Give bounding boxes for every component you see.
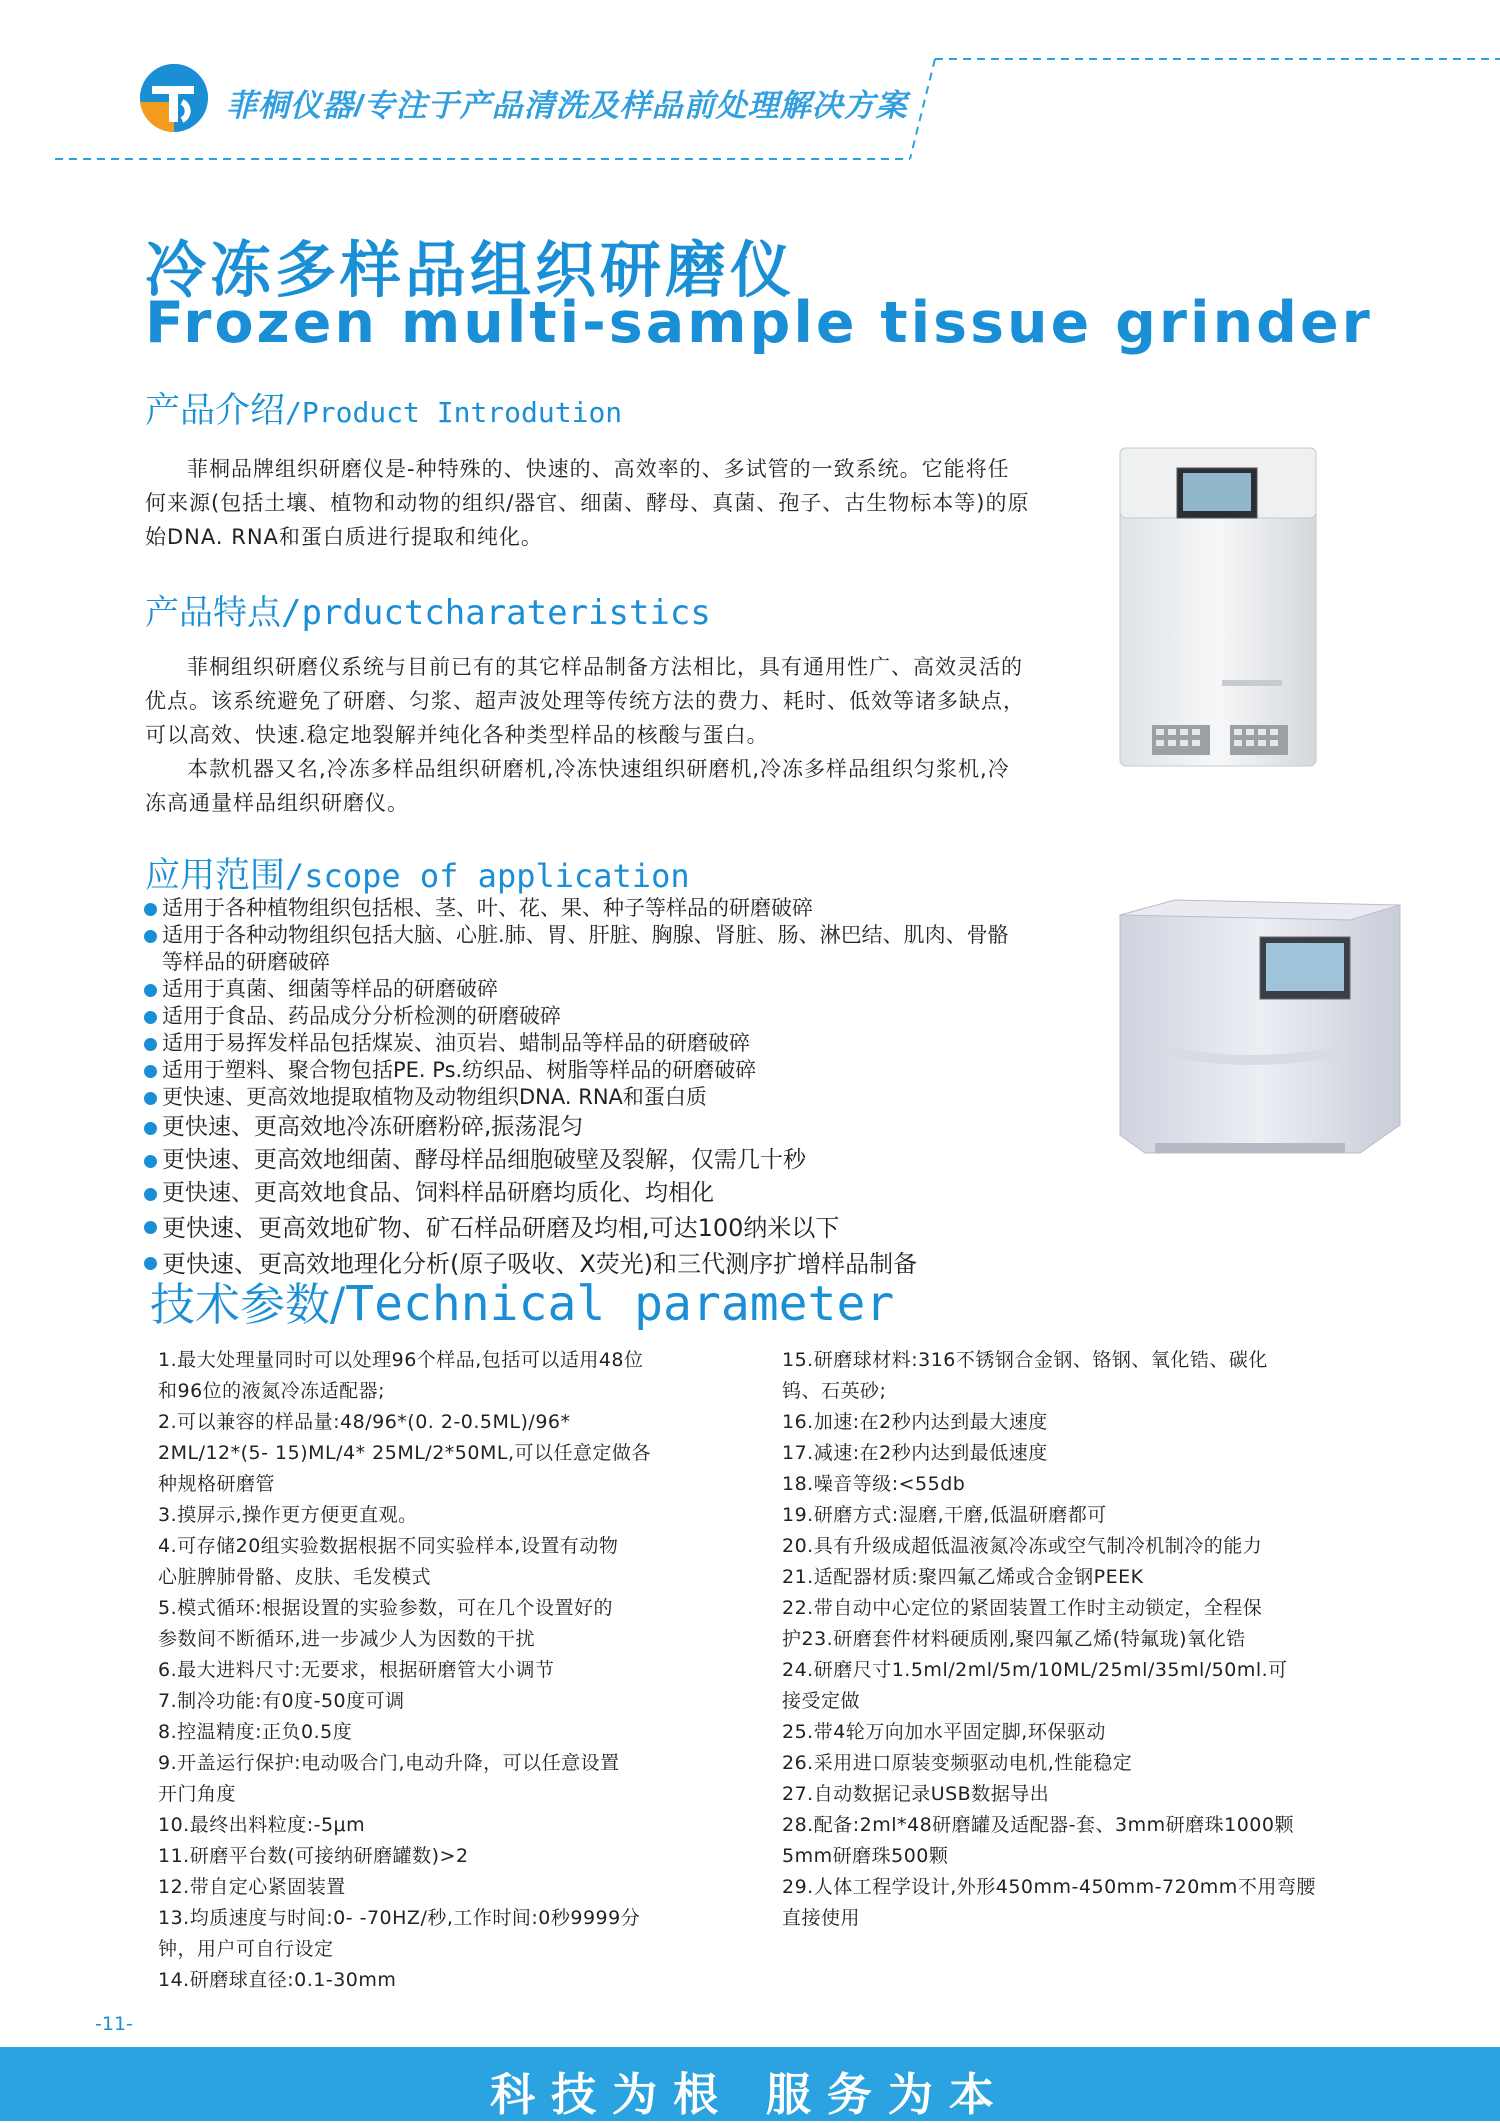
intro-text: 菲桐品牌组织研磨仪是-种特殊的、快速的、高效率的、多试管的一致系统。它能将任何来源(包括土壤、植物和动物的组织/器官、细菌、酵母、真菌、孢子、古生物标本等)的原始DNA. RNA和蛋白质进行提取和纯化。: [145, 457, 1030, 549]
param-line: 9.开盖运行保护:电动吸合门,电动升降，可以任意设置: [158, 1752, 620, 1774]
param-line: 1.最大处理量同时可以处理96个样品,包括可以适用48位: [158, 1349, 644, 1371]
param-line: 参数间不断循环,进一步减少人为因数的干扰: [158, 1628, 536, 1650]
scope-heading-en: /scope of application: [285, 857, 690, 895]
param-line: 5mm研磨珠500颗: [782, 1845, 949, 1867]
param-line: 12.带自定心紧固装置: [158, 1876, 346, 1898]
features-heading-text: 产品特点/prductcharateristics: [145, 593, 711, 633]
param-line: 3.摸屏示,操作更方便更直观。: [158, 1504, 418, 1526]
param-line: 22.带自动中心定位的紧固装置工作时主动锁定，全程保: [782, 1597, 1263, 1619]
tech-params-left: [158, 1345, 778, 1996]
tech-heading-en: Technical parameter: [345, 1276, 895, 1332]
param-line: 28.配备:2ml*48研磨罐及适配器-套、3mm研磨珠1000颗: [782, 1814, 1294, 1836]
scope-heading: [145, 848, 690, 898]
param-line: 14.研磨球直径:0.1-30mm: [158, 1969, 397, 1991]
brand-slogan: 菲桐仪器/专注于产品清洗及样品前处理解决方案: [226, 88, 908, 123]
page-number: -11-: [95, 2013, 133, 2035]
param-line: 16.加速:在2秒内达到最大速度: [782, 1411, 1048, 1433]
list-item: 适用于塑料、聚合物包括PE. Ps.纺织品、树脂等样品的研磨破碎: [142, 1057, 1042, 1084]
param-line: 19.研磨方式:湿磨,干磨,低温研磨都可: [782, 1504, 1107, 1526]
param-line: 2.可以兼容的样品量:48/96*(0. 2-0.5ML)/96*: [158, 1411, 571, 1433]
param-line: 25.带4轮万向加水平固定脚,环保驱动: [782, 1721, 1106, 1743]
param-line: 21.适配器材质:聚四氟乙烯或合金钢PEEK: [782, 1566, 1144, 1588]
intro-heading-cn: 产品介绍: [145, 391, 286, 431]
param-line: 27.自动数据记录USB数据导出: [782, 1783, 1050, 1805]
list-item: 更快速、更高效地矿物、矿石样品研磨及均相,可达100纳米以下: [142, 1210, 1042, 1246]
param-line: 5.模式循环:根据设置的实验参数，可在几个设置好的: [158, 1597, 614, 1619]
features-text-2: 本款机器又名,冷冻多样品组织研磨机,冷冻快速组织研磨机,冷冻多样品组织匀浆机,冷冻高通量样品组织研磨仪。: [145, 757, 1010, 815]
param-line: 7.制冷功能:有0度-50度可调: [158, 1690, 405, 1712]
param-line: 11.研磨平台数(可接纳研磨罐数)>2: [158, 1845, 469, 1867]
param-line: 心脏脾肺骨骼、皮肤、毛发模式: [158, 1566, 432, 1588]
param-line: 4.可存储20组实验数据根据不同实验样本,设置有动物: [158, 1535, 619, 1557]
tech-heading: [150, 1268, 894, 1333]
param-line: 26.采用进口原装变频驱动电机,性能稳定: [782, 1752, 1133, 1774]
list-item: 适用于真菌、细菌等样品的研磨破碎: [142, 976, 1042, 1003]
list-item: 适用于各种植物组织包括根、茎、叶、花、果、种子等样品的研磨破碎: [142, 895, 1042, 922]
scope-heading-cn: 应用范围: [145, 856, 286, 896]
param-line: 29.人体工程学设计,外形450mm-450mm-720mm不用弯腰: [782, 1876, 1316, 1898]
param-line: 24.研磨尺寸1.5ml/2ml/5m/10ML/25ml/35ml/50ml.可: [782, 1659, 1288, 1681]
param-line: 和96位的液氮冷冻适配器;: [158, 1380, 386, 1402]
list-item: 更快速、更高效地细菌、酵母样品细胞破壁及裂解，仅需几十秒: [142, 1144, 1042, 1177]
param-line: 种规格研磨管: [158, 1473, 276, 1495]
footer-slogan: 科技为根 服务为本: [490, 2068, 1010, 2121]
param-line: 10.最终出料粒度:-5μm: [158, 1814, 366, 1836]
page-title-cn: 冷冻多样品组织研磨仪: [145, 235, 796, 306]
param-line: 13.均质速度与时间:0- -70HZ/秒,工作时间:0秒9999分: [158, 1907, 641, 1929]
intro-heading: [145, 383, 622, 433]
param-line: 20.具有升级成超低温液氮冷冻或空气制冷机制冷的能力: [782, 1535, 1263, 1557]
tech-heading-cn: 技术参数/: [150, 1278, 346, 1331]
param-line: 6.最大进料尺寸:无要求，根据研磨管大小调节: [158, 1659, 555, 1681]
param-line: 钟，用户可自行设定: [158, 1938, 334, 1960]
param-line: 护23.研磨套件材料硬质刚,聚四氟乙烯(特氟珑)氧化锆: [782, 1628, 1246, 1650]
page-title-en: Frozen multi-sample tissue grinder: [145, 290, 1373, 356]
scope-list: [142, 895, 1042, 1282]
list-item: 更快速、更高效地理化分析(原子吸收、X荧光)和三代测序扩增样品制备: [142, 1246, 1042, 1282]
intro-paragraph: [145, 452, 1030, 554]
product-photo-upright: [1112, 440, 1322, 770]
list-item: 适用于各种动物组织包括大脑、心脏.肺、胃、肝脏、胸腺、肾脏、肠、淋巴结、肌肉、骨骼等样品的研磨破碎: [142, 922, 1012, 976]
list-item: 更快速、更高效地提取植物及动物组织DNA. RNA和蛋白质: [142, 1084, 1042, 1111]
tech-params-right: [782, 1345, 1422, 1934]
param-line: 接受定做: [782, 1690, 861, 1712]
intro-heading-en: /Product Introdution: [285, 396, 623, 429]
features-heading: [145, 585, 711, 634]
param-line: 18.噪音等级:<55db: [782, 1473, 966, 1495]
list-item: 更快速、更高效地食品、饲料样品研磨均质化、均相化: [142, 1177, 1042, 1210]
param-line: 8.控温精度:正负0.5度: [158, 1721, 353, 1743]
param-line: 钨、石英砂;: [782, 1380, 887, 1402]
features-text-1: 菲桐组织研磨仪系统与目前已有的其它样品制备方法相比，具有通用性广、高效灵活的优点。该系统避免了研磨、匀浆、超声波处理等传统方法的费力、耗时、低效等诸多缺点，可以高效、快速.稳定地裂解并纯化各种类型样品的核酸与蛋白。: [145, 655, 1025, 747]
features-paragraph: [145, 650, 1030, 820]
param-line: 开门角度: [158, 1783, 237, 1805]
list-item: 更快速、更高效地冷冻研磨粉碎,振荡混匀: [142, 1111, 1042, 1144]
product-photo-benchtop: [1100, 895, 1405, 1160]
param-line: 17.减速:在2秒内达到最低速度: [782, 1442, 1048, 1464]
param-line: 直接使用: [782, 1907, 861, 1929]
company-logo: [138, 62, 210, 134]
param-line: 2ML/12*(5- 15)ML/4* 25ML/2*50ML,可以任意定做各: [158, 1442, 651, 1464]
list-item: 适用于食品、药品成分分析检测的研磨破碎: [142, 1003, 1042, 1030]
list-item: 适用于易挥发样品包括煤炭、油页岩、蜡制品等样品的研磨破碎: [142, 1030, 1042, 1057]
param-line: 15.研磨球材料:316不锈钢合金钢、铬钢、氧化锆、碳化: [782, 1349, 1268, 1371]
